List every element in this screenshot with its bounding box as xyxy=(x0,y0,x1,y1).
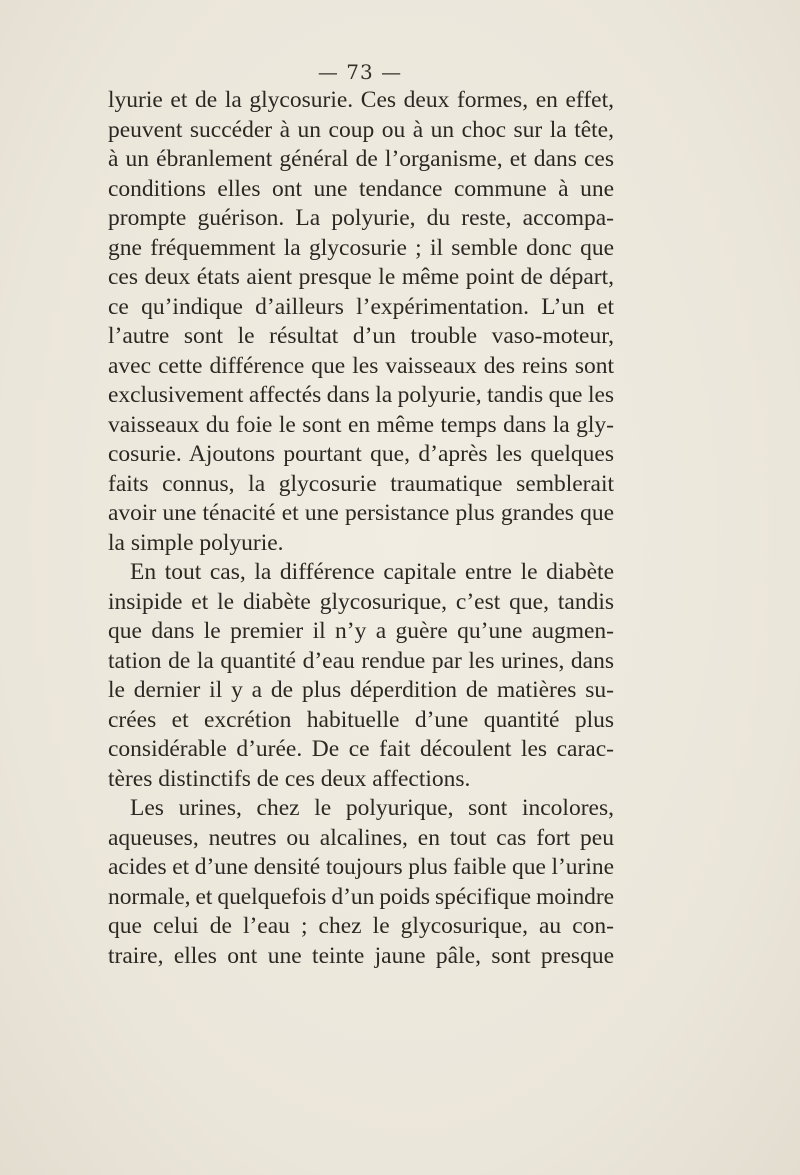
body-text xyxy=(108,86,614,971)
text-line: crées et excrétion habituelle d’une quantité plus xyxy=(108,706,614,733)
text-line: tation de la quantité d’eau rendue par les urines, dans xyxy=(108,647,614,674)
text-line: aqueuses, neutres ou alcalines, en tout cas fort peu xyxy=(108,824,614,851)
text-line: avoir une ténacité et une persistance plus grandes que xyxy=(108,500,614,526)
text-line: vaisseaux du foie le sont en même temps dans la gly- xyxy=(108,411,614,438)
text-line: En tout cas, la différence capitale entre le diabète xyxy=(130,559,614,585)
text-line: normale, et quelquefois d’un poids spécifique moindre xyxy=(108,883,614,910)
text-line: ce qu’indique d’ailleurs l’expérimentation. L’un et xyxy=(108,293,614,320)
text-line: exclusivement affectés dans la polyurie, tandis que les xyxy=(108,382,614,408)
text-line: que dans le premier il n’y a guère qu’une augmen- xyxy=(108,618,614,644)
text-line: gne fréquemment la glycosurie ; il semble donc que xyxy=(108,234,614,261)
text-line: que celui de l’eau ; chez le glycosurique, au con- xyxy=(108,913,614,939)
text-line: acides et d’une densité toujours plus faible que l’urine xyxy=(108,854,614,880)
text-line: le dernier il y a de plus déperdition de matières su- xyxy=(108,677,614,703)
text-line: à un ébranlement général de l’organisme, et dans ces xyxy=(108,146,614,172)
text-line: la simple polyurie. xyxy=(108,529,284,556)
text-line: peuvent succéder à un coup ou à un choc sur la tête, xyxy=(108,116,614,143)
text-line: tères distinctifs de ces deux affections. xyxy=(108,765,471,792)
text-line: traire, elles ont une teinte jaune pâle, sont presque xyxy=(108,942,614,969)
page-number: — 73 — xyxy=(317,60,403,84)
text-line: ces deux états aient presque le même point de départ, xyxy=(108,264,614,290)
text-line: cosurie. Ajoutons pourtant que, d’après les quelques xyxy=(108,441,614,467)
text-line: l’autre sont le résultat d’un trouble vaso-moteur, xyxy=(108,323,614,349)
text-line: Les urines, chez le polyurique, sont incolores, xyxy=(130,795,614,821)
text-line: faits connus, la glycosurie traumatique semblerait xyxy=(108,470,614,497)
text-line: conditions elles ont une tendance commune à une xyxy=(108,175,614,202)
text-line: avec cette différence que les vaisseaux des reins sont xyxy=(108,352,614,379)
text-line: prompte guérison. La polyurie, du reste, accompa- xyxy=(108,205,614,231)
text-line: considérable d’urée. De ce fait découlent les carac- xyxy=(108,736,614,762)
text-line: lyurie et de la glycosurie. Ces deux formes, en effet, xyxy=(108,87,614,113)
text-line: insipide et le diabète glycosurique, c’est que, tandis xyxy=(108,588,614,615)
